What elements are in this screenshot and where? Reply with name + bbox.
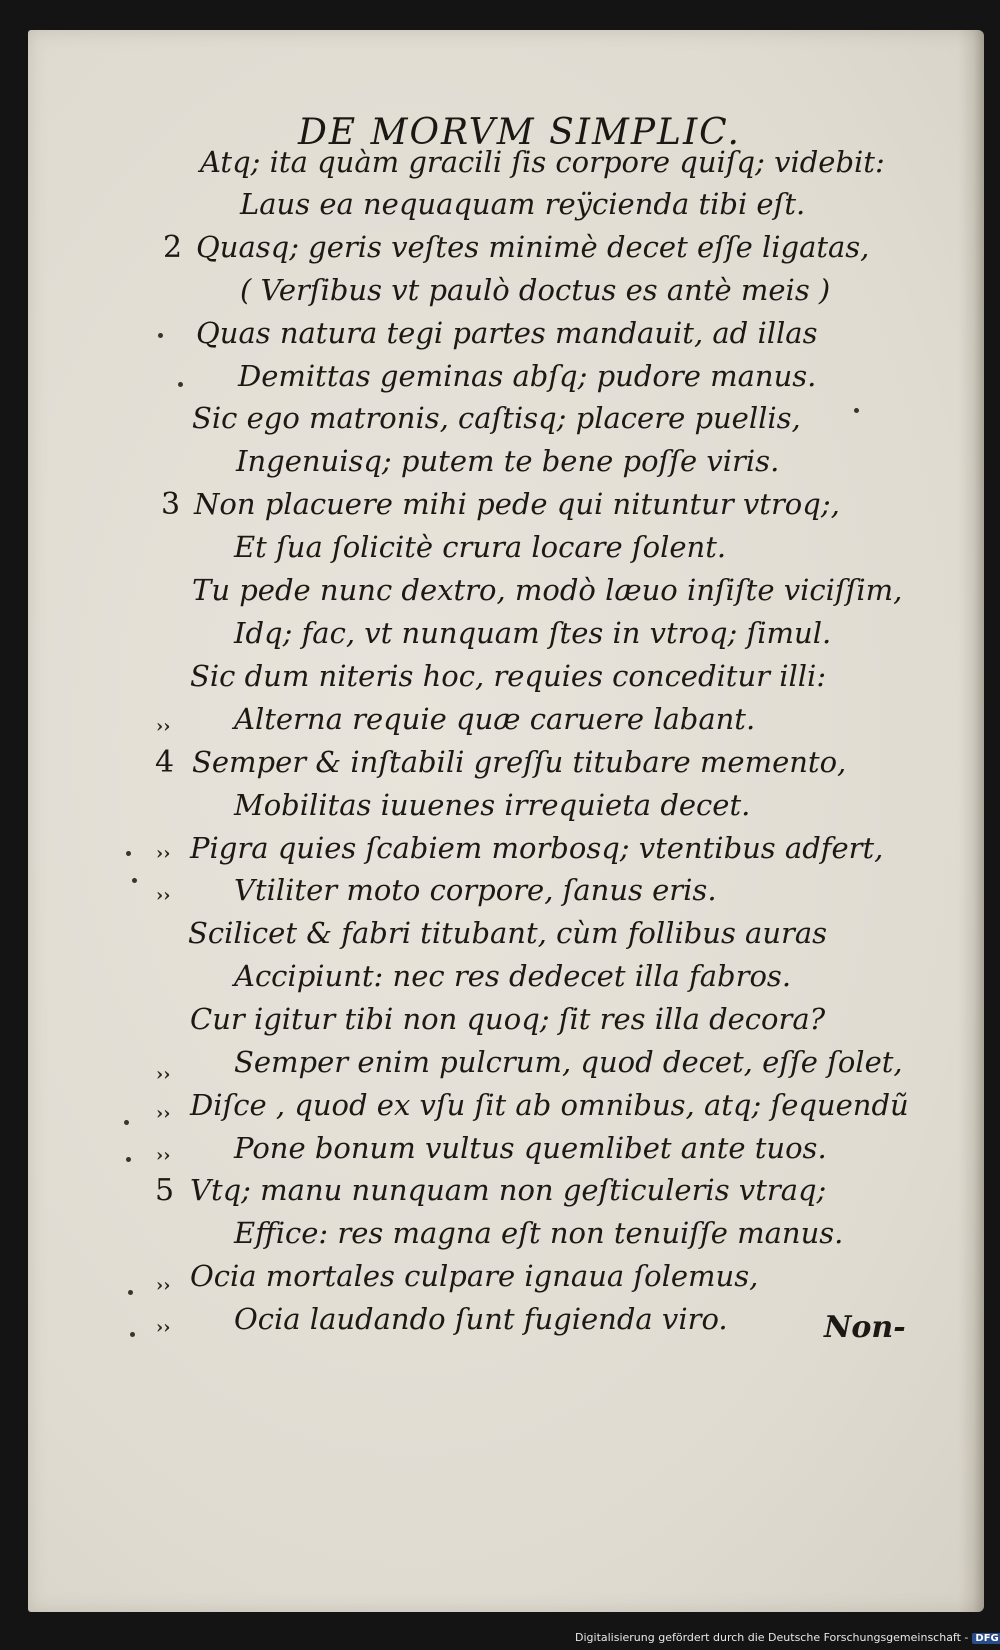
verse-line: Effice: res magna eſt non tenuiſſe manus. (234, 1216, 844, 1250)
verse-line: Demittas geminas abſq; pudore manus. (238, 359, 817, 393)
marginal-quote-mark: ›› (156, 1103, 171, 1124)
running-head: DE MORVM SIMPLIC. (298, 112, 741, 153)
verse-line: Mobilitas iuuenes irrequieta decet. (234, 788, 751, 822)
ink-speck (132, 878, 137, 883)
verse-line: Ocia mortales culpare ignaua ſolemus, (190, 1259, 759, 1293)
verse-line: Semper & inſtabili greſſu titubare memento, (192, 745, 847, 779)
marginal-quote-mark: ›› (156, 843, 171, 864)
verse-line: Pigra quies ſcabiem morbosq; vtentibus adfert, (190, 831, 884, 865)
marginal-quote-mark: ›› (156, 1145, 171, 1166)
verse-line: Scilicet & fabri titubant, cùm follibus auras (188, 916, 828, 950)
catchword: Non- (824, 1310, 906, 1345)
ink-speck (130, 1332, 135, 1337)
verse-line: Sic ego matronis, caſtisq; placere puellis, (192, 401, 801, 435)
ink-speck (128, 1290, 133, 1295)
section-number: 4 (155, 745, 175, 780)
verse-line: Quas natura tegi partes mandauit, ad illas (196, 316, 818, 350)
verse-line: Pone bonum vultus quemlibet ante tuos. (234, 1131, 827, 1165)
verse-text-block (28, 30, 984, 1612)
verse-line: Ocia laudando ſunt fugienda viro. (234, 1302, 728, 1336)
book-page (28, 30, 984, 1612)
verse-line: Vtiliter moto corpore, ſanus eris. (234, 873, 717, 907)
ink-speck (854, 408, 859, 413)
digitization-credit (575, 1631, 1000, 1644)
section-number: 2 (163, 230, 183, 265)
section-number: 3 (161, 487, 181, 522)
marginal-quote-mark: ›› (156, 1064, 171, 1085)
verse-line: Sic dum niteris hoc, requies conceditur illi: (190, 659, 827, 693)
verse-line: Laus ea nequaquam reÿcienda tibi eſt. (240, 187, 806, 221)
marginal-quote-mark: ›› (156, 716, 171, 737)
ink-speck (158, 333, 163, 338)
marginal-quote-mark: ›› (156, 1275, 171, 1296)
verse-line: Cur igitur tibi non quoq; ſit res illa decora? (190, 1002, 826, 1036)
verse-line: Diſce , quod ex vſu ſit ab omnibus, atq; ſequendũ (190, 1088, 909, 1122)
verse-line: Atq; ita quàm gracili ſis corpore quiſq; videbit: (200, 145, 885, 179)
ink-speck (124, 1120, 129, 1125)
verse-line: Et ſua ſolicitè crura locare ſolent. (234, 530, 727, 564)
verse-line: Idq; fac, vt nunquam ſtes in vtroq; ſimul. (234, 616, 832, 650)
dfg-logo: DFG (972, 1633, 1000, 1644)
ink-speck (178, 382, 183, 387)
verse-line: Quasq; geris veſtes minimè decet eſſe ligatas, (196, 230, 870, 264)
marginal-quote-mark: ›› (156, 1317, 171, 1338)
verse-line: ( Verſibus vt paulò doctus es antè meis ) (240, 273, 831, 307)
verse-line: Vtq; manu nunquam non geſticuleris vtraq; (190, 1173, 827, 1207)
verse-line: Semper enim pulcrum, quod decet, eſſe ſolet, (234, 1045, 903, 1079)
verse-line: Ingenuisq; putem te bene poſſe viris. (236, 444, 780, 478)
marginal-quote-mark: ›› (156, 885, 171, 906)
digitization-credit-text: Digitalisierung gefördert durch die Deutsche Forschungsgemeinschaft - (575, 1631, 969, 1644)
verse-line: Non placuere mihi pede qui nituntur vtroq;, (194, 487, 840, 521)
section-number: 5 (155, 1173, 175, 1208)
verse-line: Accipiunt: nec res dedecet illa fabros. (234, 959, 792, 993)
verse-line: Tu pede nunc dextro, modò læuo inſiſte viciſſim, (192, 573, 903, 607)
ink-speck (126, 1157, 131, 1162)
ink-speck (126, 851, 131, 856)
verse-line: Alterna requie quæ caruere labant. (234, 702, 756, 736)
